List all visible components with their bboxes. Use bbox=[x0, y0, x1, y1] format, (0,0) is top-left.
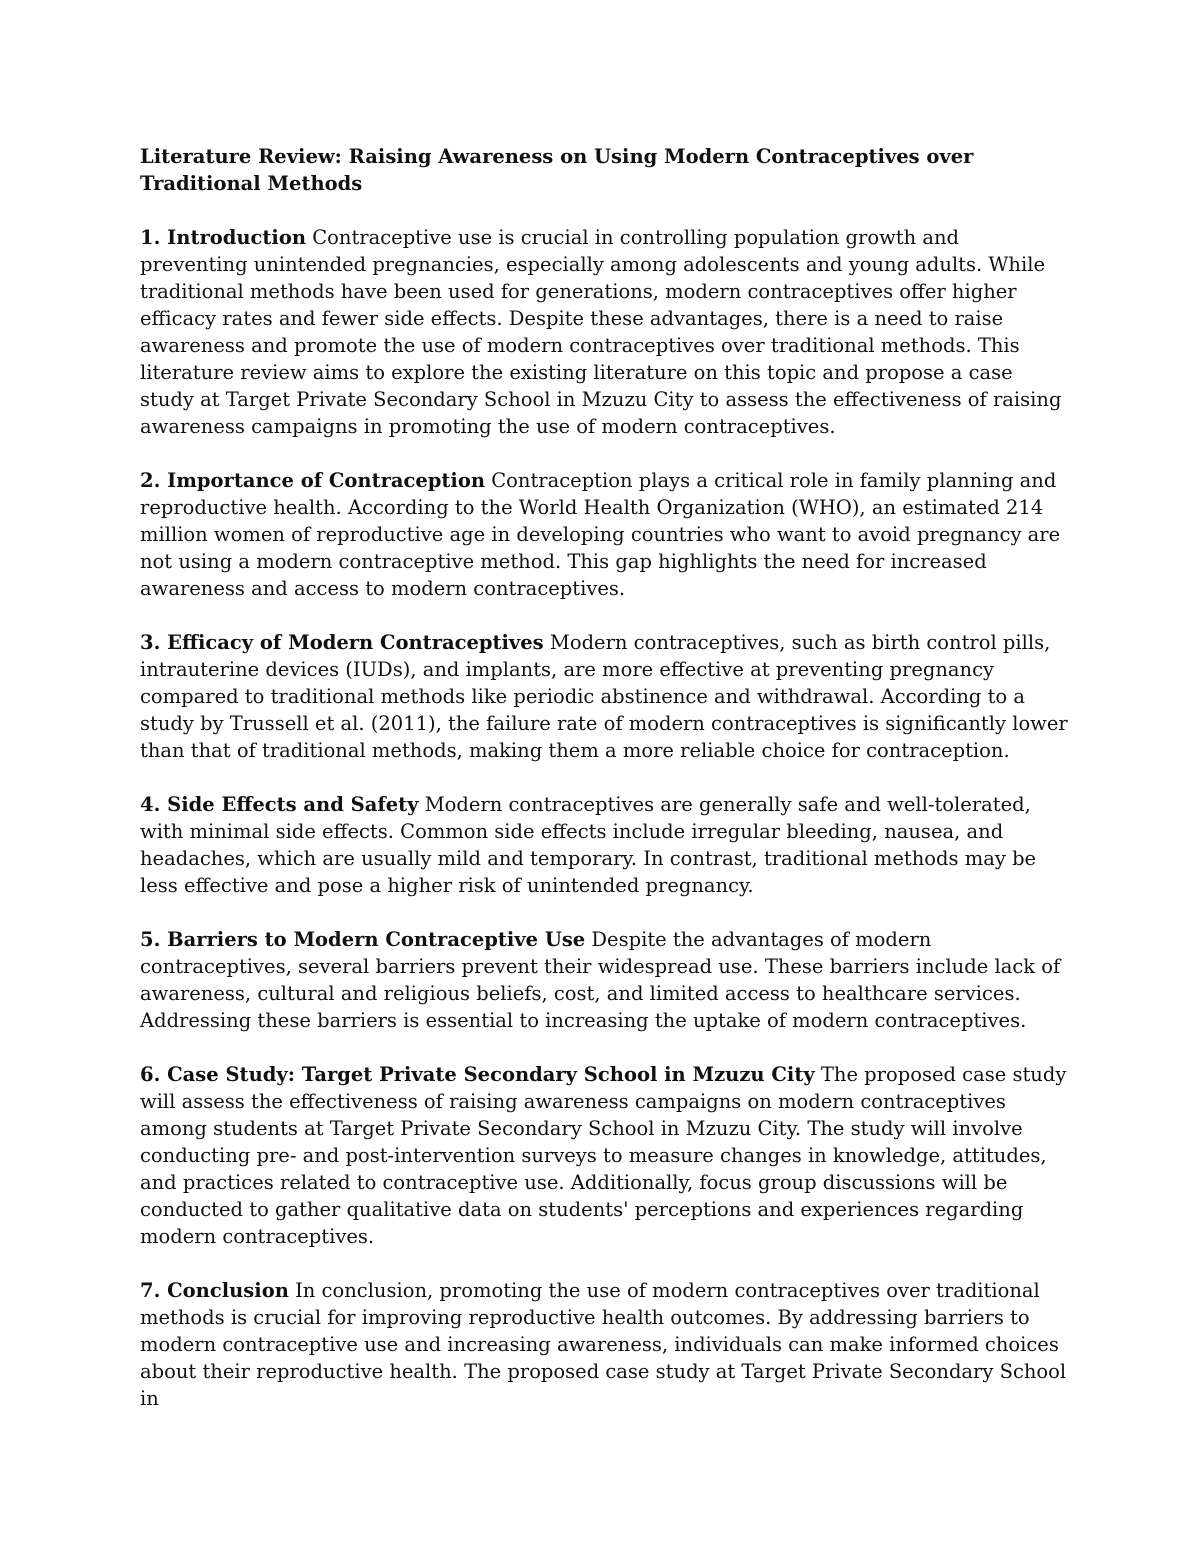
section-conclusion bbox=[140, 1277, 1070, 1412]
section-side-effects bbox=[140, 791, 1070, 899]
section-heading: 2. Importance of Contraception bbox=[140, 469, 486, 492]
section-body: Modern contraceptives are generally safe and well-tolerated, with minimal side effects. Common side effects include irregular bleeding, nausea, and headaches, which are usually mild and temporary. In contrast, traditional methods may be less effective and pose a higher risk of unintended pregnancy. bbox=[140, 793, 1037, 897]
section-heading: 7. Conclusion bbox=[140, 1279, 289, 1302]
section-body: Modern contraceptives, such as birth control pills, intrauterine devices (IUDs), and implants, are more effective at preventing pregnancy compared to traditional methods like periodic abstinence and withdrawal. According to a study by Trussell et al. (2011), the failure rate of modern contraceptives is significantly lower than that of traditional methods, making them a more reliable choice for contraception. bbox=[140, 631, 1068, 762]
section-heading: 5. Barriers to Modern Contraceptive Use bbox=[140, 928, 586, 951]
section-efficacy bbox=[140, 629, 1070, 764]
section-body: Contraceptive use is crucial in controlling population growth and preventing unintended pregnancies, especially among adolescents and young adults. While traditional methods have been used for generations, modern contraceptives offer higher efficacy rates and fewer side effects. Despite these advantages, there is a need to raise awareness and promote the use of modern contraceptives over traditional methods. This literature review aims to explore the existing literature on this topic and propose a case study at Target Private Secondary School in Mzuzu City to assess the effectiveness of raising awareness campaigns in promoting the use of modern contraceptives. bbox=[140, 226, 1062, 438]
section-heading: 4. Side Effects and Safety bbox=[140, 793, 419, 816]
section-case-study bbox=[140, 1061, 1070, 1250]
section-heading: 6. Case Study: Target Private Secondary School in Mzuzu City bbox=[140, 1063, 815, 1086]
section-body: In conclusion, promoting the use of modern contraceptives over traditional methods is crucial for improving reproductive health outcomes. By addressing barriers to modern contraceptive use and increasing awareness, individuals can make informed choices about their reproductive health. The proposed case study at Target Private Secondary School in bbox=[140, 1279, 1067, 1410]
section-barriers bbox=[140, 926, 1070, 1034]
section-body: The proposed case study will assess the effectiveness of raising awareness campaigns on modern contraceptives among students at Target Private Secondary School in Mzuzu City. The study will involve conducting pre- and post-intervention surveys to measure changes in knowledge, attitudes, and practices related to contraceptive use. Additionally, focus group discussions will be conducted to gather qualitative data on students' perceptions and experiences regarding modern contraceptives. bbox=[140, 1063, 1067, 1248]
section-introduction bbox=[140, 224, 1070, 440]
document-page bbox=[140, 143, 1070, 1439]
section-importance-of-contraception bbox=[140, 467, 1070, 602]
section-heading: 3. Efficacy of Modern Contraceptives bbox=[140, 631, 544, 654]
section-body: Contraception plays a critical role in family planning and reproductive health. According to the World Health Organization (WHO), an estimated 214 million women of reproductive age in developing countries who want to avoid pregnancy are not using a modern contraceptive method. This gap highlights the need for increased awareness and access to modern contraceptives. bbox=[140, 469, 1061, 600]
document-title: Literature Review: Raising Awareness on Using Modern Contraceptives over Traditional Methods bbox=[140, 145, 974, 195]
section-heading: 1. Introduction bbox=[140, 226, 307, 249]
section-body: Despite the advantages of modern contraceptives, several barriers prevent their widespread use. These barriers include lack of awareness, cultural and religious beliefs, cost, and limited access to healthcare services. Addressing these barriers is essential to increasing the uptake of modern contraceptives. bbox=[140, 928, 1061, 1032]
